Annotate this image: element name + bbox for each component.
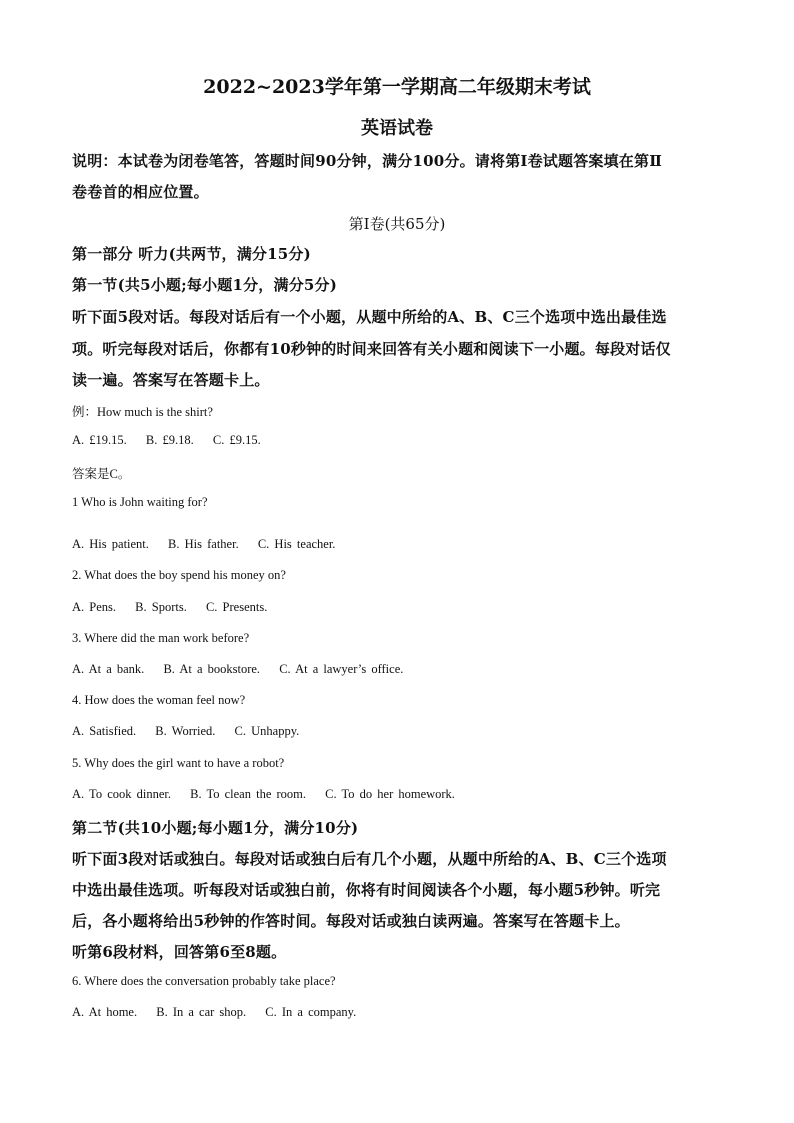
option-a: A. His patient. — [72, 537, 149, 551]
example-question: 例：How much is the shirt? — [72, 405, 213, 419]
option-c: C. Unhappy. — [234, 724, 300, 738]
question-6: 6. Where does the conversation probably take place? — [72, 974, 336, 988]
option-c: C. In a company. — [265, 1005, 357, 1019]
instructions-line-1: 说明：本试卷为闭卷笔答，答题时间90分钟，满分100分。请将第Ⅰ卷试题答案填在第Ⅱ — [72, 152, 663, 170]
option-b: B. Sports. — [135, 600, 187, 614]
instructions-line-2: 卷卷首的相应位置。 — [72, 183, 209, 201]
question-3: 3. Where did the man work before? — [72, 631, 250, 645]
section2-directions-3: 后，各小题将给出5秒钟的作答时间。每段对话或独白读两遍。答案写在答题卡上。 — [72, 912, 630, 930]
section2-directions-2: 中选出最佳选项。听每段对话或独白前，你将有时间阅读各个小题，每小题5秒钟。听完 — [72, 881, 661, 899]
section1-directions-2: 项。听完每段对话后，你都有10秒钟的时间来回答有关小题和阅读下一小题。每段对话仅 — [72, 340, 671, 358]
part1-title: 第一部分 听力(共两节，满分15分) — [72, 245, 311, 263]
material-instruction: 听第6段材料，回答第6至8题。 — [72, 943, 287, 961]
option-b: B. At a bookstore. — [163, 662, 261, 676]
example-options — [72, 433, 275, 448]
section1-directions-1: 听下面5段对话。每段对话后有一个小题，从题中所给的A、B、C三个选项中选出最佳选 — [72, 308, 667, 326]
option-c: C. His teacher. — [257, 537, 336, 551]
subject-title: 英语试卷 — [361, 118, 433, 139]
question-4: 4. How does the woman feel now? — [72, 693, 246, 707]
option-b: B. £9.18. — [145, 433, 194, 447]
question-6-options — [72, 1005, 370, 1020]
section1-directions-3: 读一遍。答案写在答题卡上。 — [72, 371, 270, 389]
option-a: A. To cook dinner. — [72, 787, 171, 801]
question-2-options — [72, 600, 281, 615]
option-a: A. Satisfied. — [72, 724, 137, 738]
option-b: B. To clean the room. — [190, 787, 307, 801]
option-a: A. £19.15. — [72, 433, 127, 447]
question-1: 1 Who is John waiting for? — [72, 495, 208, 509]
question-2: 2. What does the boy spend his money on? — [72, 568, 286, 582]
section2-directions-1: 听下面3段对话或独白。每段对话或独白后有几个小题，从题中所给的A、B、C三个选项 — [72, 850, 667, 868]
question-4-options — [72, 724, 313, 739]
option-c: C. At a lawyer’s office. — [279, 662, 404, 676]
question-3-options — [72, 662, 417, 677]
section2-title: 第二节(共10小题;每小题1分，满分10分) — [72, 819, 359, 837]
question-1-options — [72, 537, 349, 552]
question-5: 5. Why does the girl want to have a robot? — [72, 756, 285, 770]
option-b: B. His father. — [168, 537, 239, 551]
option-c: C. To do her homework. — [325, 787, 455, 801]
option-a: A. Pens. — [72, 600, 117, 614]
exam-title: 2022~2023学年第一学期高二年级期末考试 — [203, 76, 591, 98]
option-a: A. At home. — [72, 1005, 138, 1019]
section1-title: 第一节(共5小题;每小题1分，满分5分) — [72, 276, 338, 294]
option-b: B. In a car shop. — [156, 1005, 247, 1019]
option-a: A. At a bank. — [72, 662, 145, 676]
option-c: C. £9.15. — [212, 433, 261, 447]
option-b: B. Worried. — [155, 724, 216, 738]
example-answer: 答案是C。 — [72, 467, 131, 481]
question-5-options — [72, 787, 469, 802]
volume-title: 第Ⅰ卷(共65分) — [348, 215, 446, 233]
option-c: C. Presents. — [205, 600, 268, 614]
